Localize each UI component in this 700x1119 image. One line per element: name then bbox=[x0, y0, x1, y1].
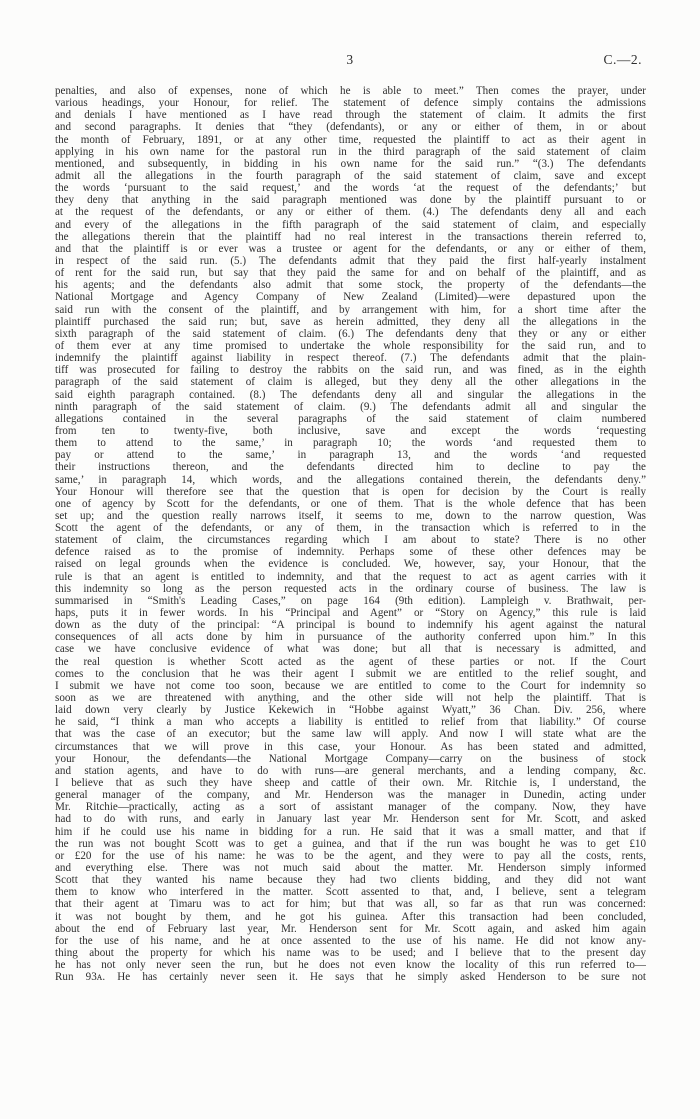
text-line: Scott that they wanted his name because they had two clients bidding, and they did not want bbox=[55, 874, 646, 887]
text-line: Scott the agent of the defendants, or any of them, in the transaction which is referred to in the bbox=[55, 522, 646, 535]
text-line: pay or attend to the same,’ in paragraph 13, and the words ‘and requested bbox=[55, 449, 646, 462]
text-line: ninth paragraph of the said statement of claim. (9.) The defendants admit all and singular the bbox=[55, 400, 646, 413]
text-line: it was not bought by them, and he got his guinea. After this transaction had been concluded, bbox=[55, 910, 646, 923]
text-line: summarised in “Smith's Leading Cases,” on page 164 (9th edition). Lampleigh v. Brathwait, per- bbox=[55, 594, 646, 607]
text-line: admit all the allegations in the fourth paragraph of the said statement of claim, save and except bbox=[55, 169, 646, 182]
text-line: said run with the consent of the plaintiff, and by arrangement with him, for a short time after the bbox=[55, 303, 646, 316]
text-line: allegations contained in the several paragraphs of the said statement of claim numbered bbox=[55, 412, 646, 425]
text-line: applying in his own name for the pastoral run in the third paragraph of the said statement of claim bbox=[55, 145, 646, 158]
text-line: and everything else. There was not much said about the matter. Mr. Henderson simply informed bbox=[55, 862, 646, 874]
text-line: of them ever at any time promised to undertake the whole responsibility for the said run, and to bbox=[55, 339, 646, 352]
text-line: their instructions thereon, and the defendants directed him to decline to pay the bbox=[55, 461, 646, 474]
text-line: about the end of February last year, Mr. Henderson sent for Mr. Scott again, and asked him again bbox=[55, 922, 646, 935]
text-line: defence raised as to the promise of indemnity. Perhaps some of these other defences may be bbox=[55, 546, 646, 559]
text-line: from ten to twenty-five, both inclusive, save and except the words ‘requesting bbox=[55, 424, 646, 437]
text-line: that their agent at Timaru was to act for him; but that was all, so far as that run was concerned: bbox=[55, 898, 646, 911]
text-line: I submit we have not come too soon, because we are entitled to come to the Court for indemnity so bbox=[55, 679, 646, 692]
text-line: rule is that an agent is entitled to indemnity, and that the request to act as agent carries with it bbox=[55, 570, 646, 583]
text-line: the month of February, 1891, or at any other time, requested the plaintiff to act as their agent in bbox=[55, 133, 646, 146]
text-line: this indemnity so long as the person requested acts in the ordinary course of business. The law is bbox=[55, 582, 646, 595]
page-header bbox=[0, 52, 700, 70]
text-line: case we have conclusive evidence of what was done; but all that is necessary is admitted, and bbox=[55, 643, 646, 656]
text-line: the allegations therein that the plaintiff had no real interest in the transactions therein referred to, bbox=[55, 230, 646, 243]
text-line: consequences of all acts done by him in pursuance of the authority conferred upon him.” In this bbox=[55, 631, 646, 644]
text-line: comes to the conclusion that he was their agent I submit we are entitled to the relief sought, and bbox=[55, 667, 646, 680]
text-line: your Honour, the defendants—the National Mortgage Company—carry on the business of stock bbox=[55, 752, 646, 765]
text-line: and denials I have mentioned as I have read through the statement of claim. It admits the first bbox=[55, 109, 646, 122]
text-line: I believe that as such they have sheep and cattle of their own. Mr. Ritchie is, I understand, the bbox=[55, 777, 646, 790]
text-line: them to know who interfered in the matter. Scott assented to that, and, I believe, sent a telegram bbox=[55, 886, 646, 899]
text-line: had to do with runs, and early in January last year Mr. Henderson sent for Mr. Scott, and asked bbox=[55, 813, 646, 826]
text-line: and that the plaintiff is or ever was a trustee or agent for the defendants, or any or either of them, bbox=[55, 242, 646, 255]
text-line: tiff was prosecuted for failing to destroy the rabbits on the said run, and was fined, as in the eighth bbox=[55, 364, 646, 377]
doc-reference: C.—2. bbox=[603, 52, 642, 67]
text-line: paragraph of the said statement of claim is alleged, but they deny all the other allegations in the bbox=[55, 376, 646, 389]
text-line: said eighth paragraph contained. (8.) The defendants deny all and singular the allegations in the bbox=[55, 388, 646, 401]
text-line: he said, “I think a man who accepts a liability is entitled to relief from that liability.” Of course bbox=[55, 716, 646, 729]
text-line: mentioned, and subsequently, in bidding in his own name for the said run.” “(3.) The defendants bbox=[55, 157, 646, 170]
text-line: and every of the allegations in the fifth paragraph of the said statement of claim, and especially bbox=[55, 218, 646, 231]
text-line: various headings, your Honour, for relief. The statement of defence simply contains the admissions bbox=[55, 97, 646, 110]
text-line: Mr. Ritchie—practically, acting as a sort of assistant manager of the company. Now, they have bbox=[55, 801, 646, 814]
text-line: for the use of his name, and he at once assented to the use of his name. He did not know any- bbox=[55, 934, 646, 947]
text-line: statement of claim, the circumstances regarding which I am about to state? There is no other bbox=[55, 534, 646, 547]
text-line: or £20 for the use of his name: he was to be the agent, and they were to pay all the costs, rents, bbox=[55, 849, 646, 862]
text-line: and station agents, and have to do with runs—are general merchants, and a lending company, &c. bbox=[55, 764, 646, 777]
text-line: indemnify the plaintiff against liability in respect thereof. (7.) The defendants admit that the plain- bbox=[55, 352, 646, 365]
text-line: of rent for the said run, but say that they paid the same for and on behalf of the plaintiff, and as bbox=[55, 267, 646, 280]
text-line: the run was not bought Scott was to get a guinea, and that if the run was bought he was to get £10 bbox=[55, 837, 646, 850]
text-line: Your Honour will therefore see that the question that is open for decision by the Court is really bbox=[55, 485, 646, 498]
text-line: one of agency by Scott for the defendants, or one of them. That is the whole defence that has been bbox=[55, 497, 646, 510]
text-line: haps, puts it in fewer words. In his “Principal and Agent” or “Story on Agency,” this rule is laid bbox=[55, 607, 646, 620]
body-text bbox=[55, 85, 646, 983]
text-line: plaintiff purchased the said run; but, save as herein admitted, they deny all the allegations in the bbox=[55, 315, 646, 328]
text-line: circumstances that we will prove in this case, your Honour. As has been stated and admitted, bbox=[55, 740, 646, 753]
text-line: National Mortgage and Agency Company of New Zealand (Limited)—were depastured upon the bbox=[55, 291, 646, 304]
text-line: Run 93ᴀ. He has certainly never seen it. He says that he simply asked Henderson to be sure not bbox=[55, 971, 646, 984]
text-line: that was the case of an executor; but the same law will apply. And now I will state what are the bbox=[55, 728, 646, 741]
text-line: down as the duty of the principal: “A principal is bound to indemnify his agent against the natural bbox=[55, 619, 646, 632]
text-line: laid down very clearly by Justice Kekewich in “Hobbe against Wyatt,” 36 Chan. Div. 256, where bbox=[55, 704, 646, 717]
text-line: set up; and the question really narrows itself, it seems to me, down to the narrow question, Was bbox=[55, 509, 646, 522]
text-line: him if he could use his name in bidding for a run. He said that it was a small matter, and that if bbox=[55, 825, 646, 838]
text-line: his agents; and the defendants also admit that some stock, the property of the defendants—the bbox=[55, 279, 646, 292]
text-line: and second paragraphs. It denies that “they (defendants), or any or either of them, in or about bbox=[55, 121, 646, 134]
text-line: same,’ in paragraph 14, which words, and the allegations contained therein, the defendants deny.” bbox=[55, 473, 646, 486]
text-line: raised on legal grounds when the evidence is concluded. We, however, say, your Honour, that the bbox=[55, 558, 646, 571]
text-line: soon as we are threatened with anything, and the other side will not help the plaintiff. That is bbox=[55, 692, 646, 705]
text-line: he has not only never seen the run, but he does not even know the locality of this run referred to— bbox=[55, 959, 646, 972]
text-line: them to attend to the same,’ in paragraph 10; the words ‘and requested them to bbox=[55, 437, 646, 450]
text-line: sixth paragraph of the said statement of claim. (6.) The defendants deny that they or any or either bbox=[55, 327, 646, 340]
page-number: 3 bbox=[346, 52, 354, 67]
text-line: the words ‘pursuant to the said request,’ and the words ‘at the request of the defendants;’ but bbox=[55, 182, 646, 195]
text-line: at the request of the defendants, or any or either of them. (4.) The defendants deny all and each bbox=[55, 206, 646, 219]
text-line: in respect of the said run. (5.) The defendants admit that they paid the first half-yearly instalment bbox=[55, 254, 646, 267]
text-line: they deny that anything in the said paragraph mentioned was done by the plaintiff pursuant to or bbox=[55, 194, 646, 207]
text-line: thing about the property for which his name was to be used; and I believe that to the present day bbox=[55, 946, 646, 959]
text-line: penalties, and also of expenses, none of which he is able to meet.” Then comes the prayer, under bbox=[55, 85, 646, 97]
text-line: general manager of the company, and Mr. Henderson was the manager in Dunedin, acting under bbox=[55, 789, 646, 802]
text-line: the real question is whether Scott acted as the agent of these parties or not. If the Court bbox=[55, 655, 646, 668]
